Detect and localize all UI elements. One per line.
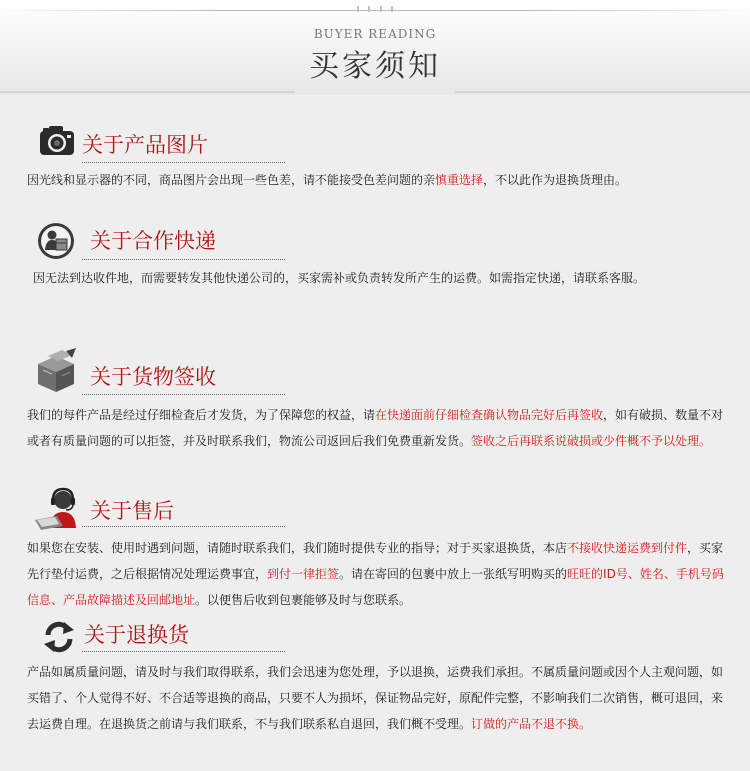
section-title: 关于售后 [90, 499, 174, 523]
section-text [27, 659, 727, 737]
text-segment: ，买家先行垫付运费，之后根据情况处理运费事宜， [27, 541, 724, 581]
section-title: 关于货物签收 [90, 365, 216, 389]
highlight-text: 订做的产品不退不换。 [471, 717, 592, 731]
text-segment: 产品如属质量问题，请及时与我们取得联系，我们会迅速为您处理，予以退换，运费我们承担。不属质量问题或因个人主观问题，如买错了、个人觉得不好、不合适等退换的商品，只要不人为损坏，保证物品完好，原配件完整，不影响我们二次销售，概可退回，来去运费自理。在退换货之前请与我们联系，不与我们联系私自退回，我们概不受理。 [27, 665, 724, 731]
section-text [27, 535, 727, 613]
text-segment: 因无法到达收件地，而需要转发其他快递公司的，买家需补或负责转发所产生的运费。如需指定快递，请联系客服。 [33, 271, 646, 285]
highlight-text: 签收之后再联系说破损或少件概不予以处理。 [471, 434, 712, 448]
highlight-text: 旺旺的ID号、姓名、手机号码信息、产品故障描述及回邮地址 [27, 567, 724, 607]
highlight-text: 到付一律拒签 [267, 567, 340, 581]
banner-divider-left [0, 91, 295, 93]
section-text [27, 402, 727, 454]
title-underline [82, 526, 285, 527]
section-title: 关于产品图片 [82, 133, 208, 157]
highlight-text: 在快递面前仔细检查确认物品完好后再签收 [375, 408, 604, 422]
section-title: 关于合作快递 [90, 229, 216, 253]
text-segment: 因光线和显示器的不同，商品图片会出现一些色差，请不能接受色差问题的亲 [27, 173, 436, 187]
highlight-text: 不接收快递运费到付件 [567, 541, 688, 555]
text-segment: ，不以此作为退换货理由。 [483, 173, 628, 187]
text-segment: 。请在寄回的包裹中放上一张纸写明购买的 [339, 567, 568, 581]
package-boxes-icon [32, 348, 80, 394]
camera-icon [38, 123, 76, 157]
text-segment: 我们的每件产品是经过仔细检查后才发货，为了保障您的权益，请 [27, 408, 376, 422]
section-title: 关于退换货 [84, 623, 189, 647]
title-underline [82, 651, 285, 652]
section-product-images [0, 124, 750, 194]
section-courier [0, 222, 750, 292]
banner-divider-right [455, 91, 750, 93]
section-returns-exchanges [0, 617, 750, 767]
banner-title: 买家须知 [309, 49, 441, 84]
section-text [33, 265, 733, 291]
banner-subtitle: BUYER READING [313, 27, 437, 41]
title-underline [82, 394, 285, 395]
text-segment: ，如有破损、数量不对或者有质量问题的可以拒签，并及时联系我们，物流公司返回后我们免费重新发货。 [27, 408, 724, 448]
section-after-sales [0, 486, 750, 611]
highlight-text: 慎重选择 [435, 173, 484, 187]
delivery-person-icon [37, 222, 75, 260]
exchange-arrows-icon [42, 620, 76, 654]
title-underline [82, 259, 285, 260]
header-ornament [357, 6, 393, 12]
title-underline [82, 162, 285, 163]
section-text [27, 167, 727, 193]
customer-service-icon [33, 486, 83, 530]
text-segment: 。以便售后收到包裹能够及时与您联系。 [195, 593, 412, 607]
text-segment: 如果您在安装、使用时遇到问题，请随时联系我们，我们随时提供专业的指导；对于买家退换货，本店 [27, 541, 568, 555]
section-delivery-signoff [0, 348, 750, 473]
